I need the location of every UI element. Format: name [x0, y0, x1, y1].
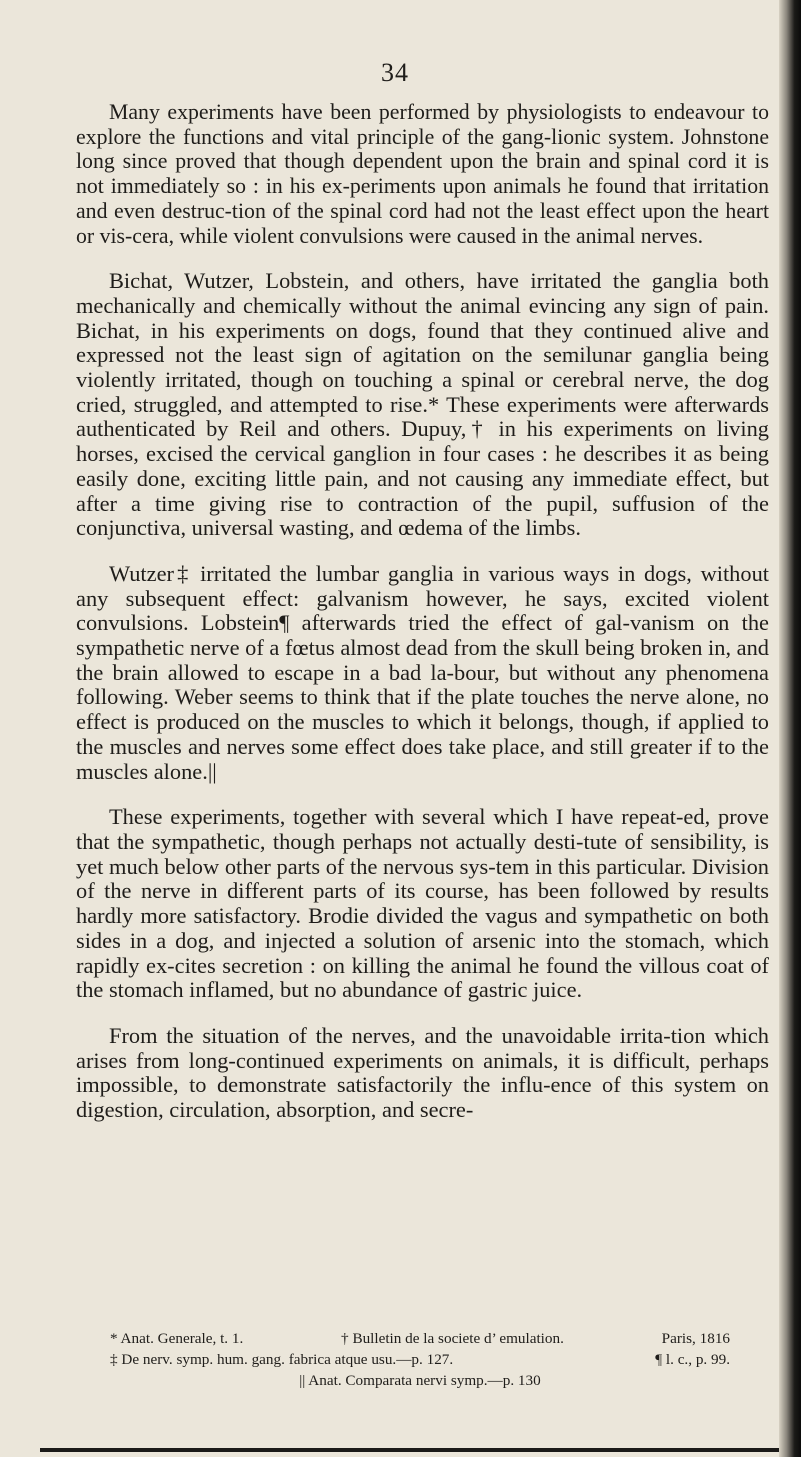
- footnotes: [110, 1328, 730, 1391]
- footnote-row-1: [110, 1328, 730, 1349]
- footnote-de-nerv: ‡ De nerv. symp. hum. gang. fabrica atque usu.—p. 127.: [110, 1351, 454, 1368]
- footnote-lc: ¶ l. c., p. 99.: [655, 1351, 730, 1368]
- body-text: [76, 100, 769, 1144]
- bottom-edge-rule: [40, 1448, 787, 1452]
- footnote-row-2: [110, 1349, 730, 1370]
- footnote-anat-comparata: || Anat. Comparata nervi symp.—p. 130: [299, 1372, 541, 1389]
- footnote-anat-generale: * Anat. Generale, t. 1.: [110, 1330, 244, 1347]
- footnote-row-3: [110, 1370, 730, 1391]
- paragraph-2: Bichat, Wutzer, Lobstein, and others, have irritated the ganglia both mechanically and chemically without the animal evincing any sign of pain. Bichat, in his experiments on dogs, found that they continued alive and expressed not the least sign of agitation on the semilunar ganglia being violently irritated, though on touching a spinal or cerebral nerve, the dog cried, struggled, and attempted to rise.* These experiments were afterwards authenticated by Reil and others. Dupuy,† in his experiments on living horses, excised the cervical ganglion in four cases : he describes it as being easily done, exciting little pain, and not causing any immediate effect, but after a time giving rise to contraction of the pupil, suffusion of the conjunctiva, universal wasting, and œdema of the limbs.: [76, 268, 769, 541]
- page-binding-edge: [779, 0, 801, 1457]
- footnote-bulletin: † Bulletin de la societe d’ emulation.: [341, 1330, 564, 1347]
- paragraph-3: Wutzer‡ irritated the lumbar ganglia in various ways in dogs, without any subsequent effect: galvanism however, he says, excited violent convulsions. Lobstein¶ afterwards tried the effect of gal-vanism on the sympathetic nerve of a fœtus almost dead from the skull being broken in, and the brain allowed to escape in a bad la-bour, but without any phenomena following. Weber seems to think that if the plate touches the nerve alone, no effect is produced on the muscles to which it belongs, though, if applied to the muscles and nerves some effect does take place, and still greater if to the muscles alone.||: [76, 560, 769, 784]
- paragraph-5: From the situation of the nerves, and the unavoidable irrita-tion which arises from long-continued experiments on animals, it is difficult, perhaps impossible, to demonstrate satisfactorily the influ-ence of this system on digestion, circulation, absorption, and secre-: [76, 1022, 769, 1123]
- paragraph-1: Many experiments have been performed by physiologists to endeavour to explore the functions and vital principle of the gang-lionic system. Johnstone long since proved that though dependent upon the brain and spinal cord it is not immediately so : in his ex-periments upon animals he found that irritation and even destruc-tion of the spinal cord had not the least effect upon the heart or vis-cera, while violent convulsions were caused in the animal nerves.: [76, 100, 769, 248]
- paragraph-4: These experiments, together with several which I have repeat-ed, prove that the sympathetic, though perhaps not actually desti-tute of sensibility, is yet much below other parts of the nervous sys-tem in this particular. Division of the nerve in different parts of its course, has been followed by results hardly more satisfactory. Brodie divided the vagus and sympathetic on both sides in a dog, and injected a solution of arsenic into the stomach, which rapidly ex-cites secretion : on killing the animal he found the villous coat of the stomach inflamed, but no abundance of gastric juice.: [76, 804, 769, 1003]
- footnote-bulletin-place: Paris, 1816: [661, 1330, 730, 1347]
- page-number: 34: [381, 58, 409, 87]
